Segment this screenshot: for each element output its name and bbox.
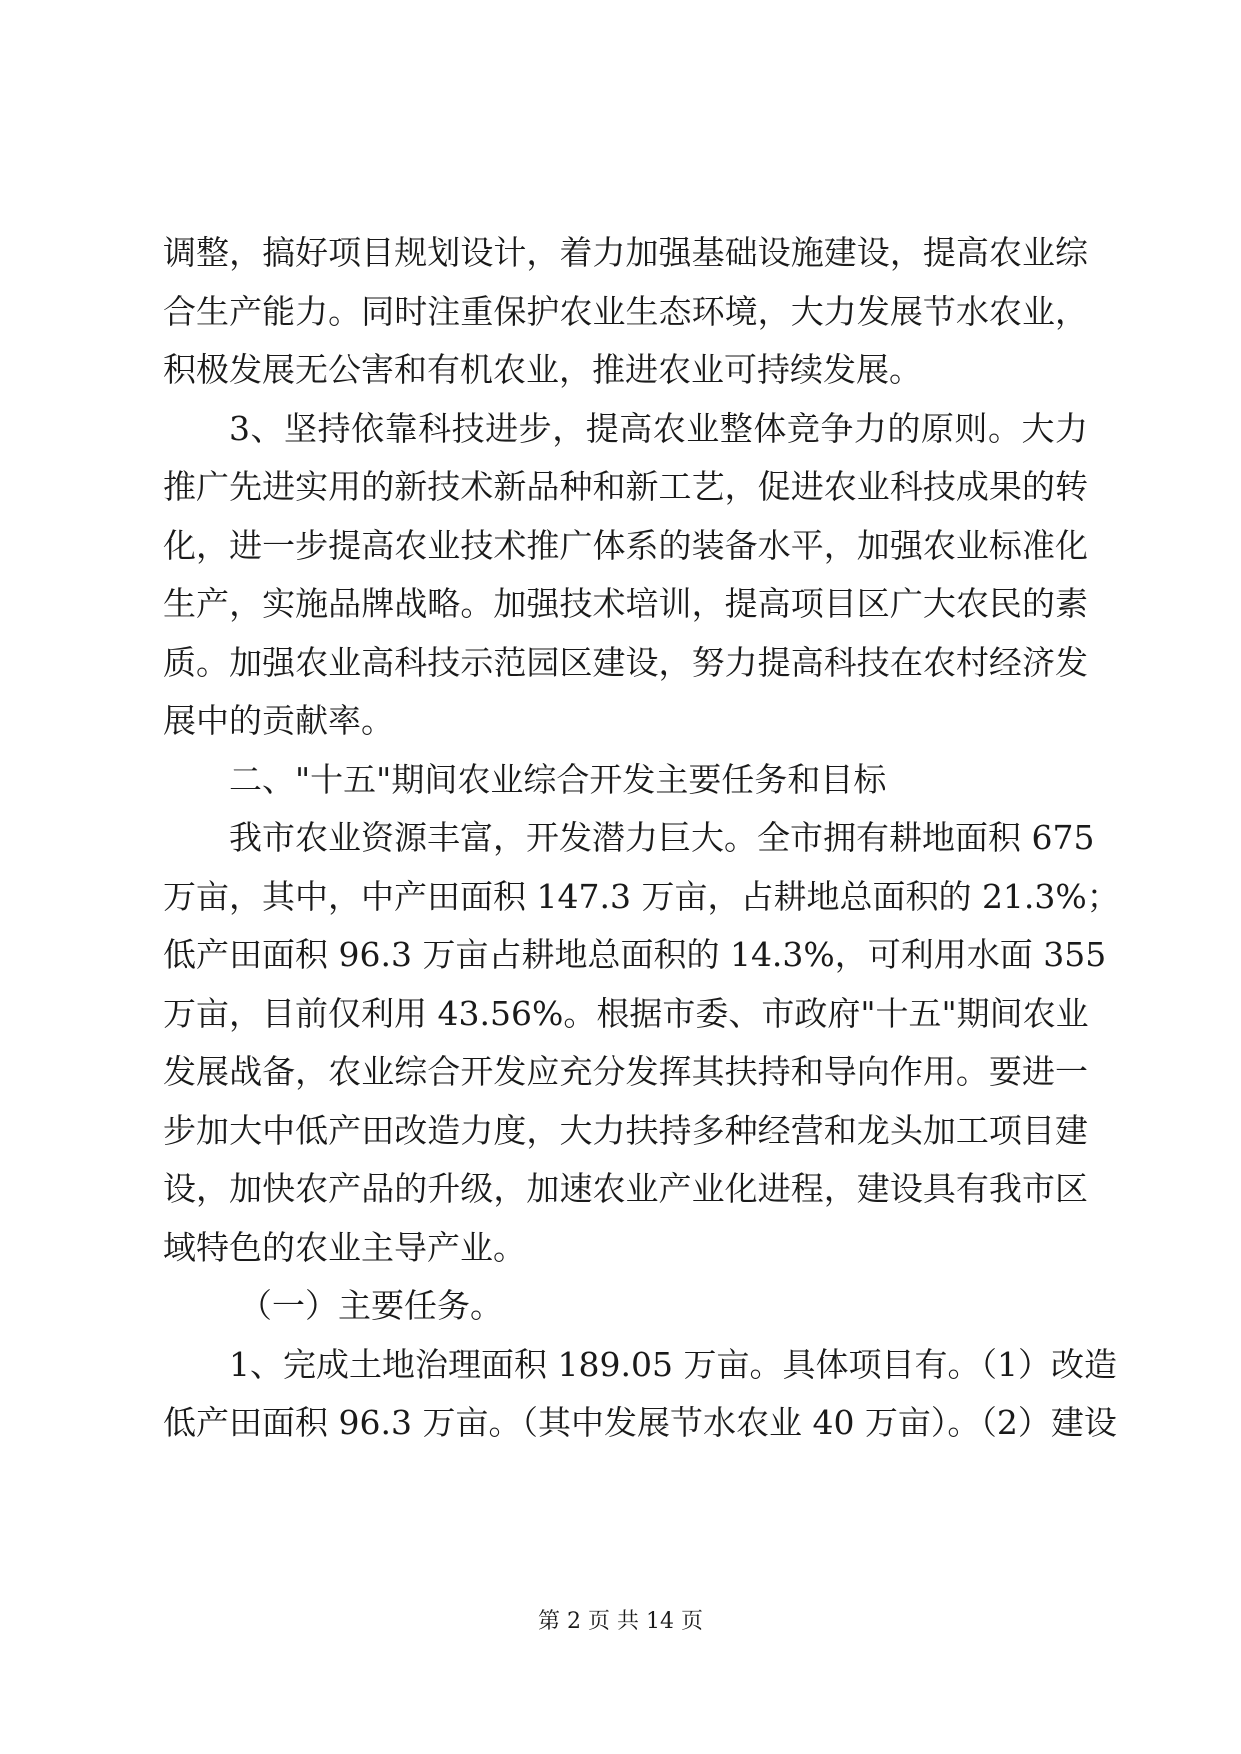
page-number-footer: 第 2 页 共 14 页	[538, 1609, 703, 1634]
text-line-12: 万亩，其中，中产田面积 147.3 万亩，占耕地总面积的 21.3%；	[163, 876, 1120, 916]
text-line-11: 我市农业资源丰富，开发潜力巨大。全市拥有耕地面积 675	[229, 818, 1095, 857]
text-line-6: 化，进一步提高农业技术推广体系的装备水平，加强农业标准化	[163, 525, 1088, 565]
text-line-18: 域特色的农业主导产业。	[163, 1227, 526, 1267]
text-line-2: 合生产能力。同时注重保护农业生态环境，大力发展节水农业，	[163, 291, 1088, 331]
text-line-21: 低产田面积 96.3 万亩。（其中发展节水农业 40 万亩）。（2）建设	[163, 1403, 1117, 1442]
text-line-7: 生产，实施品牌战略。加强技术培训，提高项目区广大农民的素	[163, 584, 1088, 623]
text-line-8: 质。加强农业高科技示范园区建设，努力提高科技在农村经济发	[163, 642, 1088, 682]
subsection-heading: （一）主要任务。	[239, 1286, 503, 1325]
text-line-14: 万亩，目前仅利用 43.56%。根据市委、市政府"十五"期间农业	[163, 993, 1089, 1033]
text-line-17: 设，加快农产品的升级，加速农业产业化进程，建设具有我市区	[163, 1169, 1088, 1208]
text-line-3: 积极发展无公害和有机农业，推进农业可持续发展。	[163, 350, 922, 389]
section-heading: 二、"十五"期间农业综合开发主要任务和目标	[229, 759, 887, 799]
text-line-1: 调整，搞好项目规划设计，着力加强基础设施建设，提高农业综	[163, 233, 1088, 272]
text-line-15: 发展战备，农业综合开发应充分发挥其扶持和导向作用。要进一	[163, 1052, 1088, 1091]
text-line-9: 展中的贡献率。	[163, 701, 394, 740]
body-text	[163, 224, 1120, 1453]
text-line-20: 1、完成土地治理面积 189.05 万亩。具体项目有。（1）改造	[229, 1344, 1117, 1384]
text-line-13: 低产田面积 96.3 万亩占耕地总面积的 14.3%，可利用水面 355	[163, 935, 1107, 974]
text-line-16: 步加大中低产田改造力度，大力扶持多种经营和龙头加工项目建	[163, 1110, 1088, 1150]
text-line-4: 3、坚持依靠科技进步，提高农业整体竞争力的原则。大力	[229, 408, 1088, 448]
text-line-5: 推广先进实用的新技术新品种和新工艺，促进农业科技成果的转	[163, 467, 1088, 506]
